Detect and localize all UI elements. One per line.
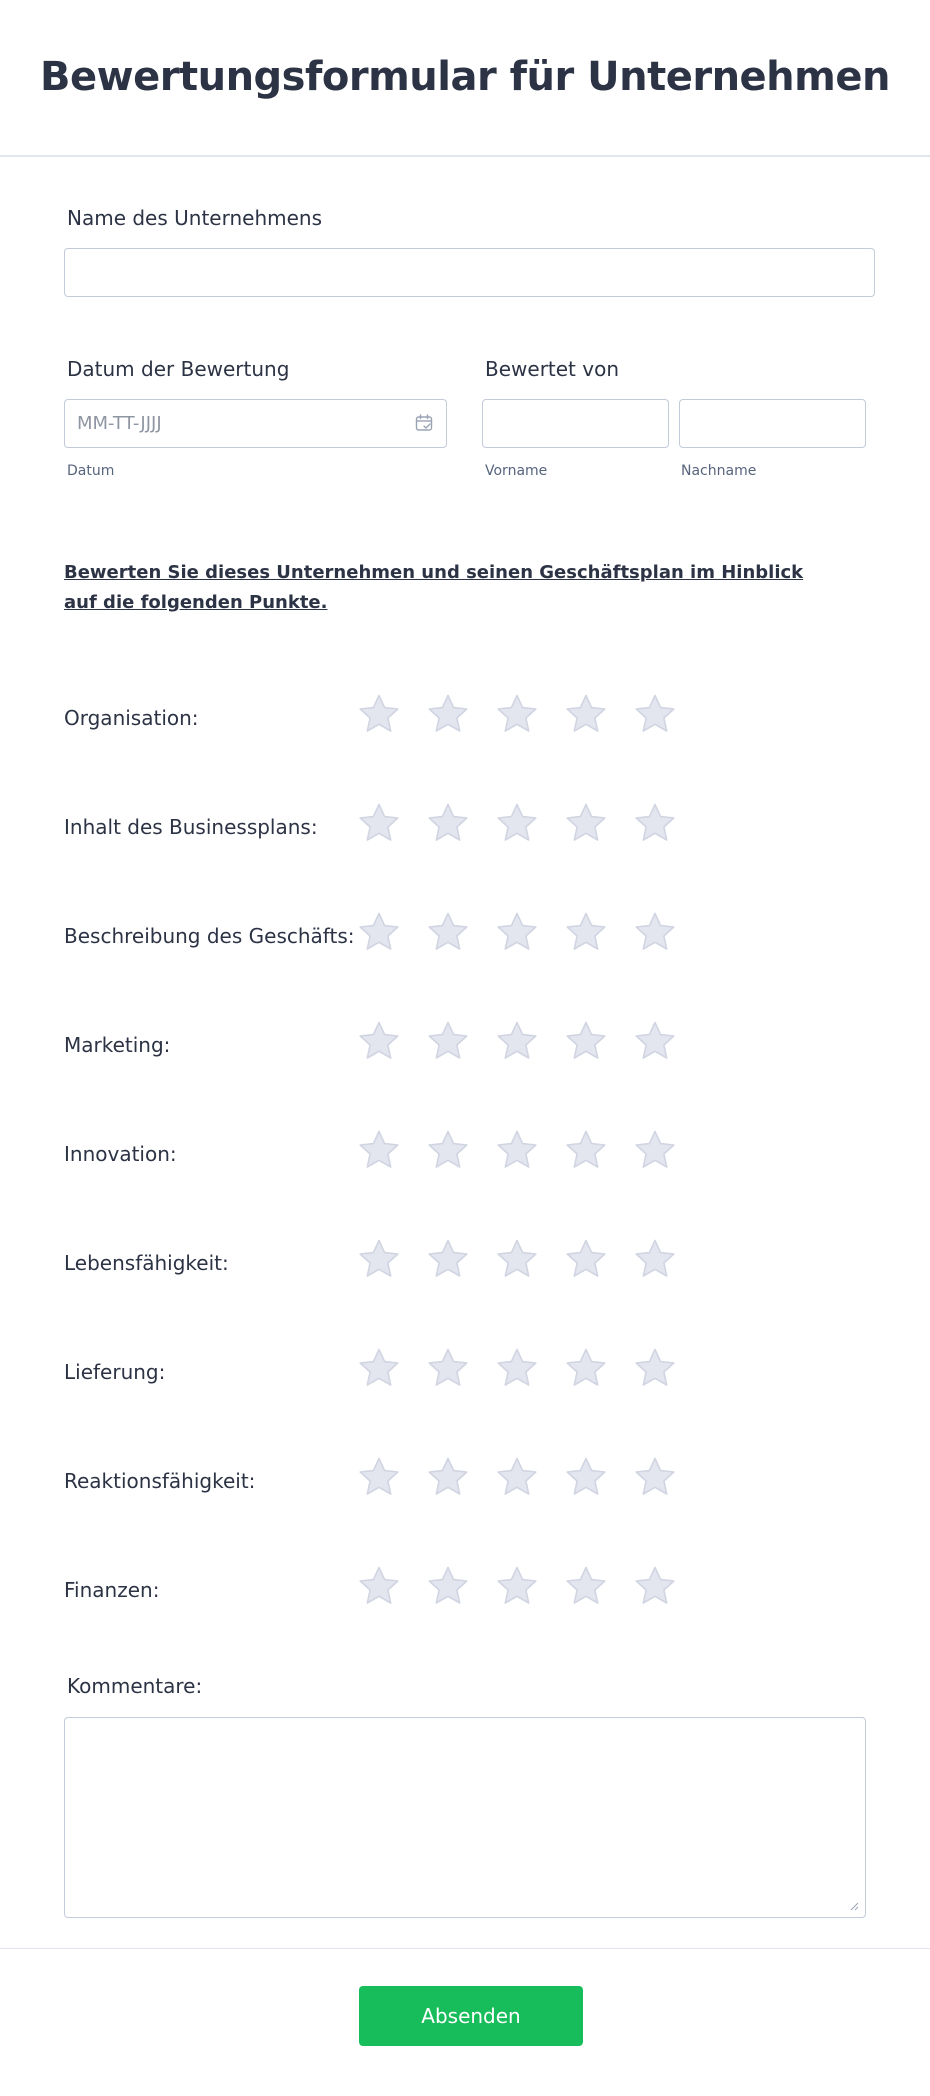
footer-divider [0, 1948, 930, 1949]
star-icon[interactable] [358, 1129, 400, 1171]
star-icon[interactable] [565, 1456, 607, 1498]
rating-label: Lieferung: [64, 1360, 166, 1384]
rating-label: Innovation: [64, 1142, 177, 1166]
star-icon[interactable] [427, 802, 469, 844]
rating-row [64, 802, 864, 852]
rating-label: Marketing: [64, 1033, 171, 1057]
rating-label: Inhalt des Businessplans: [64, 815, 318, 839]
star-icon[interactable] [634, 693, 676, 735]
submit-button[interactable]: Absenden [359, 1986, 583, 2046]
star-icon[interactable] [496, 802, 538, 844]
company-name-input[interactable] [64, 248, 875, 297]
comments-label: Kommentare: [67, 1674, 203, 1698]
last-name-input[interactable] [679, 399, 866, 448]
star-icon[interactable] [358, 802, 400, 844]
rating-row [64, 1129, 864, 1179]
rating-row [64, 693, 864, 743]
star-icon[interactable] [496, 1456, 538, 1498]
rating-label: Reaktionsfähigkeit: [64, 1469, 256, 1493]
resize-grip-icon[interactable] [849, 1901, 859, 1911]
star-icon[interactable] [427, 1456, 469, 1498]
review-date-label: Datum der Bewertung [67, 357, 290, 381]
star-icon[interactable] [496, 1129, 538, 1171]
star-icon[interactable] [496, 1020, 538, 1062]
form-title: Bewertungsformular für Unternehmen [40, 53, 890, 100]
calendar-icon[interactable] [415, 414, 433, 432]
star-icon[interactable] [358, 1020, 400, 1062]
star-icon[interactable] [634, 1456, 676, 1498]
star-icon[interactable] [358, 1238, 400, 1280]
rating-instructions: Bewerten Sie dieses Unternehmen und seinen Geschäftsplan im Hinblick auf die folgenden Punkte. [64, 562, 804, 613]
company-name-label: Name des Unternehmens [67, 206, 323, 230]
first-name-input[interactable] [482, 399, 669, 448]
star-icon[interactable] [565, 1238, 607, 1280]
star-icon[interactable] [358, 693, 400, 735]
review-date-field [64, 399, 447, 448]
star-icon[interactable] [565, 1020, 607, 1062]
star-icon[interactable] [634, 1347, 676, 1389]
star-icon[interactable] [358, 1565, 400, 1607]
star-icon[interactable] [496, 693, 538, 735]
star-icon[interactable] [565, 1347, 607, 1389]
star-icon[interactable] [565, 911, 607, 953]
rating-row [64, 1020, 864, 1070]
form-header [0, 0, 930, 157]
star-icon[interactable] [634, 1565, 676, 1607]
star-icon[interactable] [496, 1238, 538, 1280]
rating-row [64, 1565, 864, 1615]
star-icon[interactable] [634, 911, 676, 953]
comments-textarea[interactable] [64, 1717, 866, 1918]
star-icon[interactable] [565, 693, 607, 735]
star-icon[interactable] [565, 802, 607, 844]
star-icon[interactable] [496, 1565, 538, 1607]
star-icon[interactable] [427, 1565, 469, 1607]
star-icon[interactable] [634, 1238, 676, 1280]
star-icon[interactable] [358, 1456, 400, 1498]
star-icon[interactable] [634, 1129, 676, 1171]
review-date-sublabel: Datum [67, 463, 115, 479]
rating-row [64, 1238, 864, 1288]
star-icon[interactable] [427, 1020, 469, 1062]
star-icon[interactable] [427, 1129, 469, 1171]
star-icon[interactable] [634, 802, 676, 844]
star-icon[interactable] [427, 1347, 469, 1389]
rating-label: Finanzen: [64, 1578, 160, 1602]
rating-label: Lebensfähigkeit: [64, 1251, 229, 1275]
star-icon[interactable] [427, 693, 469, 735]
first-name-sublabel: Vorname [485, 463, 548, 479]
last-name-sublabel: Nachname [681, 463, 757, 479]
star-icon[interactable] [565, 1129, 607, 1171]
review-date-input[interactable] [64, 399, 447, 448]
star-icon[interactable] [565, 1565, 607, 1607]
reviewed-by-label: Bewertet von [485, 357, 620, 381]
star-icon[interactable] [427, 911, 469, 953]
rating-row [64, 1456, 864, 1506]
star-icon[interactable] [496, 1347, 538, 1389]
rating-label: Organisation: [64, 706, 199, 730]
rating-row [64, 1347, 864, 1397]
rating-row [64, 911, 864, 961]
star-icon[interactable] [634, 1020, 676, 1062]
star-icon[interactable] [427, 1238, 469, 1280]
star-icon[interactable] [358, 911, 400, 953]
rating-label: Beschreibung des Geschäfts: [64, 924, 355, 948]
star-icon[interactable] [496, 911, 538, 953]
star-icon[interactable] [358, 1347, 400, 1389]
